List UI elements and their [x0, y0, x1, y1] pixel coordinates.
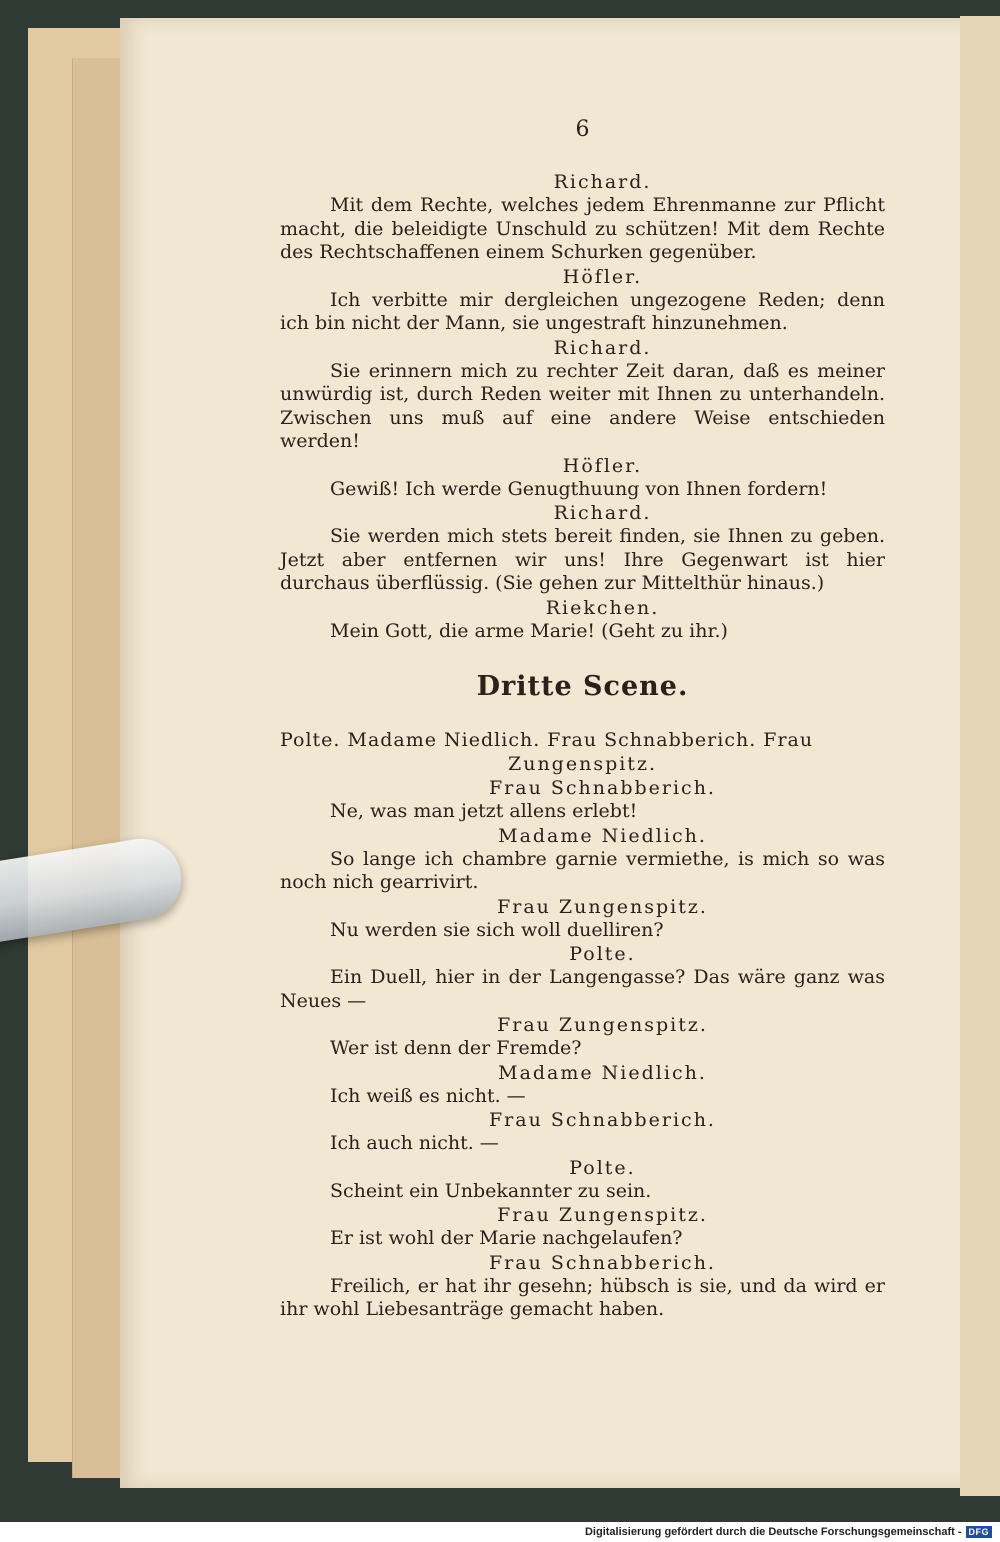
dialogue-part-1 — [280, 170, 885, 643]
cast-list-continued: Zungenspitz. — [508, 753, 657, 775]
footer-text: Digitalisierung gefördert durch die Deutsche Forschungsgemeinschaft - — [584, 1526, 962, 1538]
speaker-name: Frau Schnabberich. — [489, 777, 716, 799]
speaker-name: Richard. — [553, 171, 652, 193]
speaker-name: Madame Niedlich. — [498, 824, 707, 847]
speaker-name: Frau Schnabberich. — [489, 1109, 716, 1131]
dialogue-line: Freilich, er hat ihr gesehn; hübsch is sie, und da wird er ihr wohl Liebesanträge gemacht haben. — [280, 1274, 885, 1320]
cast-list: Polte. Madame Niedlich. Frau Schnabberich. Frau — [280, 729, 814, 751]
speaker-name: Frau Schnabberich. — [489, 1251, 716, 1274]
dialogue-line: Gewiß! Ich werde Genugthuung von Ihnen fordern! — [330, 477, 828, 500]
speaker-name: Frau Zungenspitz. — [497, 895, 708, 918]
speaker-name: Frau Zungenspitz. — [497, 1014, 708, 1036]
page-right-edge — [960, 16, 1000, 1496]
dialogue-line: Scheint ein Unbekannter zu sein. — [330, 1179, 652, 1202]
digitization-footer — [585, 1523, 992, 1541]
dialogue-line: Wer ist denn der Fremde? — [330, 1037, 582, 1059]
page-text — [280, 110, 885, 1322]
dialogue-line: Ich verbitte mir dergleichen ungezogene Reden; denn ich bin nicht der Mann, sie ungestraft hinzunehmen. — [280, 288, 885, 334]
dialogue-line: Sie erinnern mich zu rechter Zeit daran, daß es meiner unwürdig ist, durch Reden weiter mit Ihnen zu unterhandeln. Zwischen uns muß auf eine andere Weise entschieden werden! — [280, 359, 885, 452]
dialogue-line: So lange ich chambre garnie vermiethe, is mich so was noch nich gearrivirt. — [280, 847, 885, 893]
dialogue-part-2 — [280, 776, 885, 1322]
dialogue-line: Sie werden mich stets bereit finden, sie Ihnen zu geben. Jetzt aber entfernen wir uns! Ihre Gegenwart ist hier durchaus überflüssig. (Sie gehen zur Mittelthür hinaus.) — [280, 525, 885, 594]
dialogue-line: Nu werden sie sich woll duelliren? — [330, 918, 664, 941]
speaker-name: Polte. — [569, 1156, 636, 1179]
dialogue-line: Ein Duell, hier in der Langengasse? Das wäre ganz was Neues — — [280, 966, 885, 1012]
speaker-name: Höfler. — [562, 265, 643, 288]
book-cover-edge — [28, 28, 127, 1462]
speaker-name: Höfler. — [562, 454, 643, 477]
dialogue-line: Ich auch nicht. — — [330, 1132, 499, 1154]
dfg-logo: DFG — [966, 1526, 993, 1538]
page-number: 6 — [575, 117, 590, 142]
speaker-name: Polte. — [569, 943, 636, 965]
dialogue-line: Mit dem Rechte, welches jedem Ehrenmanne zur Pflicht macht, die beleidigte Unschuld zu schützen! Mit dem Rechte des Rechtschaffenen einem Schurken gegenüber. — [280, 194, 885, 263]
speaker-name: Madame Niedlich. — [498, 1061, 707, 1084]
speaker-name: Frau Zungenspitz. — [497, 1204, 708, 1226]
speaker-name: Richard. — [553, 502, 652, 524]
speaker-name: Riekchen. — [545, 596, 660, 619]
dialogue-line: Ich weiß es nicht. — — [330, 1084, 526, 1107]
dialogue-line: Ne, was man jetzt allens erlebt! — [330, 800, 638, 822]
dialogue-line: Mein Gott, die arme Marie! (Geht zu ihr.) — [330, 619, 728, 642]
speaker-name: Richard. — [553, 336, 652, 359]
dialogue-line: Er ist wohl der Marie nachgelaufen? — [330, 1227, 683, 1249]
scene-title: Dritte Scene. — [476, 671, 689, 702]
